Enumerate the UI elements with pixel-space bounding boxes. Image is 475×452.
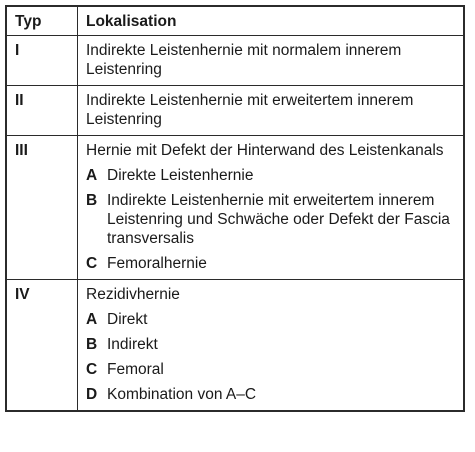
sub-item-text: Indirekt [107, 336, 158, 353]
type-cell: II [7, 86, 78, 136]
sub-item [86, 335, 455, 354]
sub-item [86, 166, 455, 185]
type-cell: IV [7, 280, 78, 411]
sub-item-letter: C [86, 255, 98, 272]
localisation-cell [78, 280, 464, 411]
column-header-type: Typ [7, 7, 78, 36]
row-description: Rezidivhernie [86, 286, 180, 303]
type-cell: III [7, 136, 78, 280]
localisation-cell [78, 86, 464, 136]
sub-item [86, 191, 455, 248]
table-row [7, 86, 464, 136]
sub-item-letter: A [86, 167, 98, 184]
table-row [7, 36, 464, 86]
sub-item [86, 360, 455, 379]
localisation-cell [78, 136, 464, 280]
sub-item-text: Femoralhernie [107, 255, 207, 272]
sub-item-text: Femoral [107, 361, 164, 378]
table-row [7, 280, 464, 411]
sub-item-letter: A [86, 311, 98, 328]
sub-item-text: Indirekte Leistenhernie mit erweitertem innerem Leistenring und Schwäche oder Defekt der Fascia transversalis [107, 192, 450, 247]
row-description: Indirekte Leistenhernie mit erweitertem innerem Leistenring [86, 92, 414, 128]
sub-item [86, 254, 455, 273]
sub-item-text: Direkte Leistenhernie [107, 167, 254, 184]
sub-item [86, 310, 455, 329]
type-cell: I [7, 36, 78, 86]
classification-table [5, 5, 465, 412]
sub-item-letter: B [86, 192, 98, 209]
sub-item [86, 385, 455, 404]
sub-item-letter: D [86, 386, 98, 403]
column-header-localisation: Lokalisation [78, 7, 464, 36]
sub-item-text: Direkt [107, 311, 148, 328]
sub-item-text: Kombination von A–C [107, 386, 257, 403]
row-description: Indirekte Leistenhernie mit normalem innerem Leistenring [86, 42, 402, 78]
sub-item-letter: C [86, 361, 98, 378]
table-header-row [7, 7, 464, 36]
localisation-cell [78, 36, 464, 86]
row-description: Hernie mit Defekt der Hinterwand des Leistenkanals [86, 142, 444, 159]
table-row [7, 136, 464, 280]
sub-item-letter: B [86, 336, 98, 353]
